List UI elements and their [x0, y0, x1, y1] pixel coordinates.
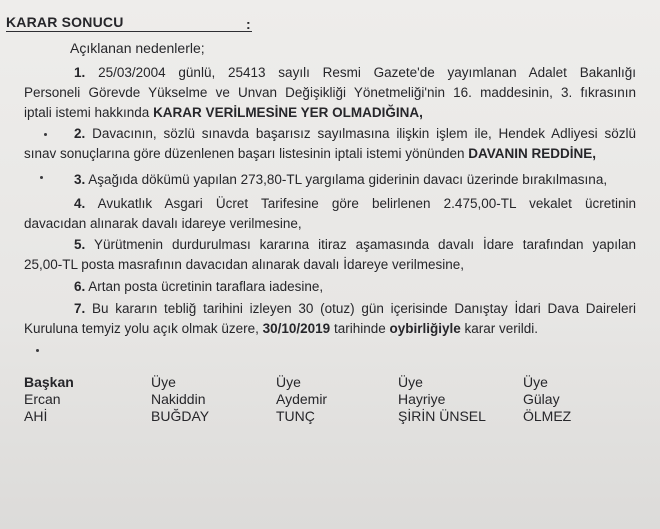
signer-last-name: AHİ	[24, 408, 48, 424]
item-text: Aşağıda dökümü yapılan 273,80-TL yargılama giderinin davacı üzerinde bırakılmasına,	[88, 172, 608, 187]
decision-item-4	[24, 194, 636, 234]
item-number: 2.	[74, 126, 86, 141]
signer-role: Üye	[398, 374, 423, 390]
item-text: tarihinde	[330, 321, 390, 336]
item-text: iptali istemi hakkında	[24, 105, 154, 120]
signer-last-name: BUĞDAY	[151, 408, 210, 424]
decision-date: 30/10/2019	[262, 321, 331, 336]
signer-president	[24, 374, 74, 425]
item-ruling: KARAR VERİLMESİNE YER OLMADIĞINA,	[153, 105, 423, 120]
signer-first-name: Hayriye	[398, 391, 446, 407]
item-text: Kuruluna temyiz yolu açık olmak üzere,	[24, 321, 263, 336]
signer-member-2	[276, 374, 327, 425]
signer-first-name: Ercan	[24, 391, 61, 407]
item-text: sınav sonuçlarına göre düzenlenen başarı listesinin iptali istemi yönünden	[24, 146, 469, 161]
item-text: Davacının, sözlü sınavda başarısız sayılmasına ilişkin işlem ile, Hendek Adliyesi sözlü	[92, 126, 636, 141]
title-underline	[6, 31, 252, 32]
decision-item-2	[24, 124, 636, 164]
item-text: Avukatlık Asgari Ücret Tarifesine göre belirlenen 2.475,00-TL vekalet ücretinin	[97, 196, 636, 211]
title-colon: :	[246, 16, 251, 32]
item-text: karar verildi.	[460, 321, 539, 336]
signer-first-name: Nakiddin	[151, 391, 206, 407]
decision-item-3	[24, 170, 636, 190]
signer-role: Üye	[151, 374, 176, 390]
signer-role: Üye	[523, 374, 548, 390]
item-number: 6.	[74, 279, 86, 294]
decision-item-1	[24, 63, 636, 123]
item-number: 5.	[74, 237, 86, 252]
signer-first-name: Aydemir	[276, 391, 328, 407]
item-number: 7.	[74, 301, 86, 316]
item-text: Artan posta ücretinin taraflara iadesine,	[88, 279, 324, 294]
signer-member-4	[523, 374, 571, 425]
signer-last-name: ŞİRİN ÜNSEL	[398, 408, 486, 424]
item-number: 3.	[74, 172, 86, 187]
signer-role: Üye	[276, 374, 301, 390]
item-text: 25,00-TL posta masrafının davacıdan alınarak davalı İdareye verilmesine,	[24, 257, 464, 272]
item-number: 1.	[74, 65, 86, 80]
signer-last-name: TUNÇ	[276, 408, 315, 424]
decision-item-7	[24, 299, 636, 339]
item-text: davacıdan alınarak davalı idareye verilmesine,	[24, 216, 302, 231]
item-text: Yürütmenin durdurulması kararına itiraz aşamasında davalı İdare tarafından yapılan	[93, 237, 636, 252]
decision-item-6	[24, 277, 636, 297]
item-number: 4.	[74, 196, 86, 211]
signer-role: Başkan	[24, 374, 74, 390]
document-title: KARAR SONUCU	[6, 14, 124, 30]
signer-first-name: Gülay	[523, 391, 560, 407]
signer-last-name: ÖLMEZ	[523, 408, 572, 424]
intro-text: Açıklanan nedenlerle;	[70, 40, 205, 56]
signature-block	[0, 374, 660, 434]
unanimity: oybirliğiyle	[389, 321, 461, 336]
item-text: 25/03/2004 günlü, 25413 sayılı Resmi Gazete'de yayımlanan Adalet Bakanlığı	[98, 65, 636, 80]
signer-member-3	[398, 374, 486, 425]
decision-item-5	[24, 235, 636, 275]
item-text: Bu kararın tebliğ tarihini izleyen 30 (otuz) gün içerisinde Danıştay İdari Dava Daireleri	[92, 301, 636, 316]
item-ruling: DAVANIN REDDİNE,	[468, 146, 597, 161]
item-text: Personeli Görevde Yükselme ve Unvan Değişikliği Yönetmeliği'nin 16. maddesinin, 3. fıkrasının	[24, 85, 636, 100]
signer-member-1	[151, 374, 209, 425]
scan-speck	[36, 349, 39, 352]
